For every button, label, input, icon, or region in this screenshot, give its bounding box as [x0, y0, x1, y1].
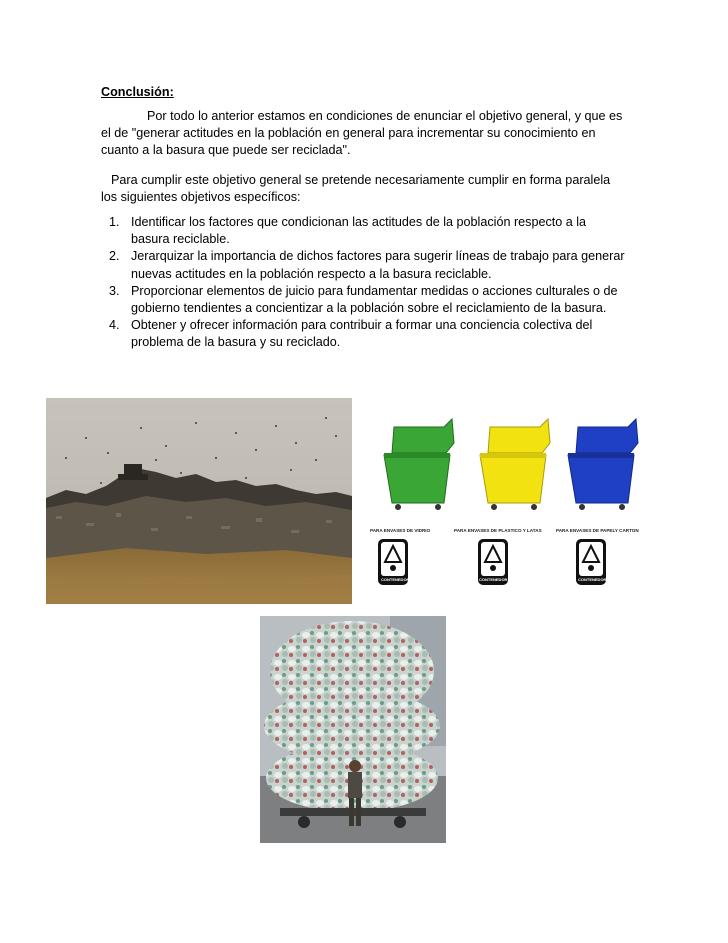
list-item [101, 248, 627, 282]
list-item-number: 3. [109, 283, 120, 298]
specific-objectives-intro: Para cumplir este objetivo general se pretende necesariamente cumplir en forma paralela los siguientes objetivos específicos: [101, 173, 611, 205]
list-item [101, 317, 627, 351]
seal-label-yellow: CONTENEDOR AMARILLO [479, 577, 530, 582]
list-item-number: 2. [109, 249, 120, 264]
list-item-text: Obtener y ofrecer información para contribuir a formar una conciencia colectiva del problema de la basura y su reciclado. [131, 318, 593, 350]
green-bin-icon [384, 419, 454, 510]
list-item-text: Identificar los factores que condicionan las actitudes de la población respecto a la basura reciclable. [131, 215, 587, 247]
bin-caption-glass: PARA ENVASES DE VIDRIO [370, 528, 431, 533]
conclusion-heading: Conclusión: [101, 85, 174, 99]
plastic-bottles-cart-photo [260, 616, 446, 843]
yellow-bin-icon [480, 419, 550, 510]
list-item-number: 1. [109, 215, 120, 229]
general-objective-paragraph: Por todo lo anterior estamos en condiciones de enunciar el objetivo general, y que es el de "generar actitudes en la población en general para incrementar su conocimiento en cuanto a la basura que puede ser reciclada". [101, 109, 623, 158]
recycling-bins-image [362, 409, 654, 604]
list-item-number: 4. [109, 318, 120, 333]
list-item-text: Proporcionar elementos de juicio para fundamentar medidas o acciones culturales o de gobierno tendientes a concientizar a la población sobre el reciclamiento de la basura. [131, 283, 618, 316]
bin-caption-plastic: PARA ENVASES DE PLASTICO Y LATAS [454, 528, 542, 533]
landfill-photo [46, 398, 352, 604]
seal-label-green: CONTENEDOR VERDE [381, 577, 425, 582]
specific-objectives-list [101, 214, 627, 352]
bin-caption-paper: PARA ENVASES DE PAPELY CARTON [556, 528, 639, 533]
list-item [101, 283, 627, 317]
list-item-text: Jerarquizar la importancia de dichos factores para sugerir líneas de trabajo para generar nuevas actitudes en la población respecto a la basura reciclable. [131, 249, 625, 281]
blue-bin-icon [568, 419, 638, 510]
seal-label-blue: CONTENEDOR AZUL [578, 577, 619, 582]
list-item [101, 214, 627, 248]
